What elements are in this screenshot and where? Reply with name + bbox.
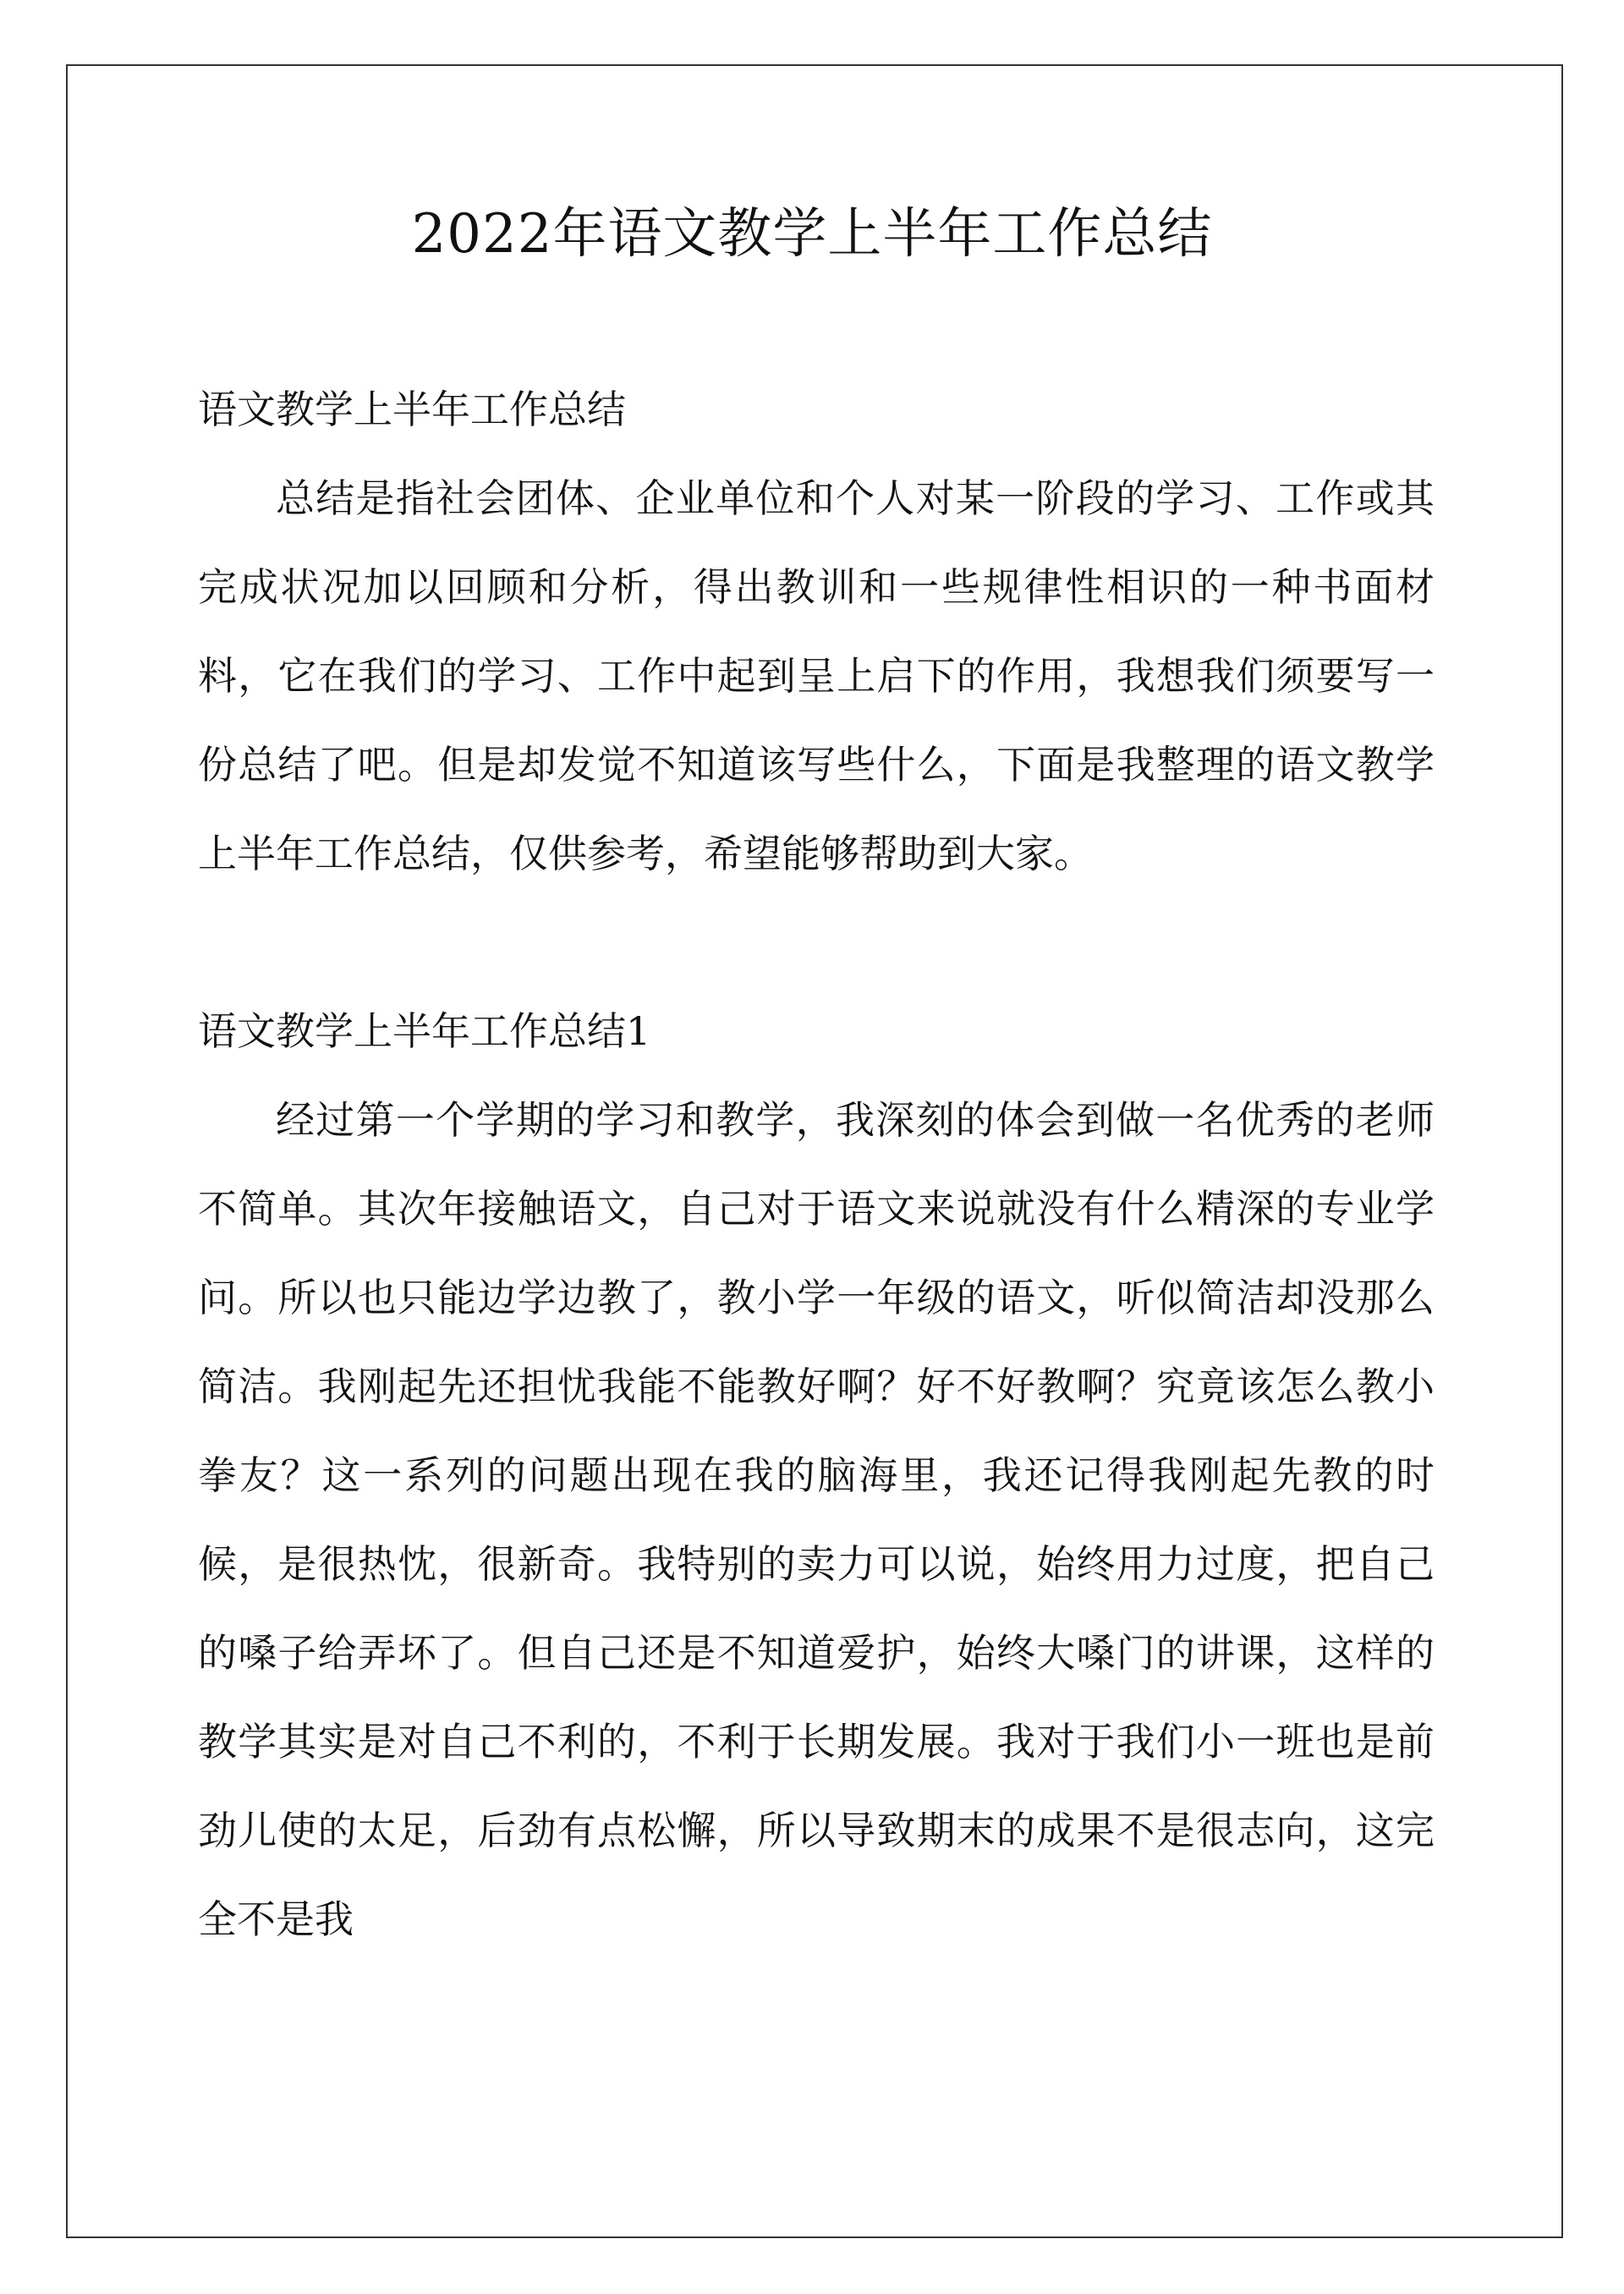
intro-heading: 语文教学上半年工作总结 (198, 387, 626, 432)
section-1-paragraph: 经过第一个学期的学习和教学，我深刻的体会到做一名优秀的老师不简单。其次年接触语文，自己对于语文来说就没有什么精深的专业学问。所以也只能边学边教了，教小学一年级的语文，听似简洁却没那么简洁。我刚起先还担忧我能不能教好啊？好不好教啊？究竟该怎么教小拳友？这一系列的问题出现在我的脑海里，我还记得我刚起先教的时候，是很热忱，很新奇。我特别的卖力可以说，始终用力过度，把自己的嗓子给弄坏了。但自己还是不知道爱护，始终大嗓门的讲课，这样的教学其实是对自己不利的，不利于长期发展。我对于我们小一班也是前劲儿使的太足，后劲有点松懈，所以导致期末的成果不是很志向，这完全不是我 (198, 1097, 1435, 1942)
section-1-heading: 语文教学上半年工作总结1 (198, 1008, 651, 1054)
document-body (198, 365, 1435, 1964)
document-title: 2022年语文教学上半年工作总结 (411, 203, 1213, 266)
section-spacer (198, 898, 1435, 987)
intro-paragraph: 总结是指社会团体、企业单位和个人对某一阶段的学习、工作或其完成状况加以回顾和分析，得出教训和一些规律性相识的一种书面材料，它在我们的学习、工作中起到呈上启下的作用，我想我们须要写一份总结了吧。但是却发觉不知道该写些什么，下面是我整理的语文教学上半年工作总结，仅供参考，希望能够帮助到大家。 (198, 475, 1435, 876)
